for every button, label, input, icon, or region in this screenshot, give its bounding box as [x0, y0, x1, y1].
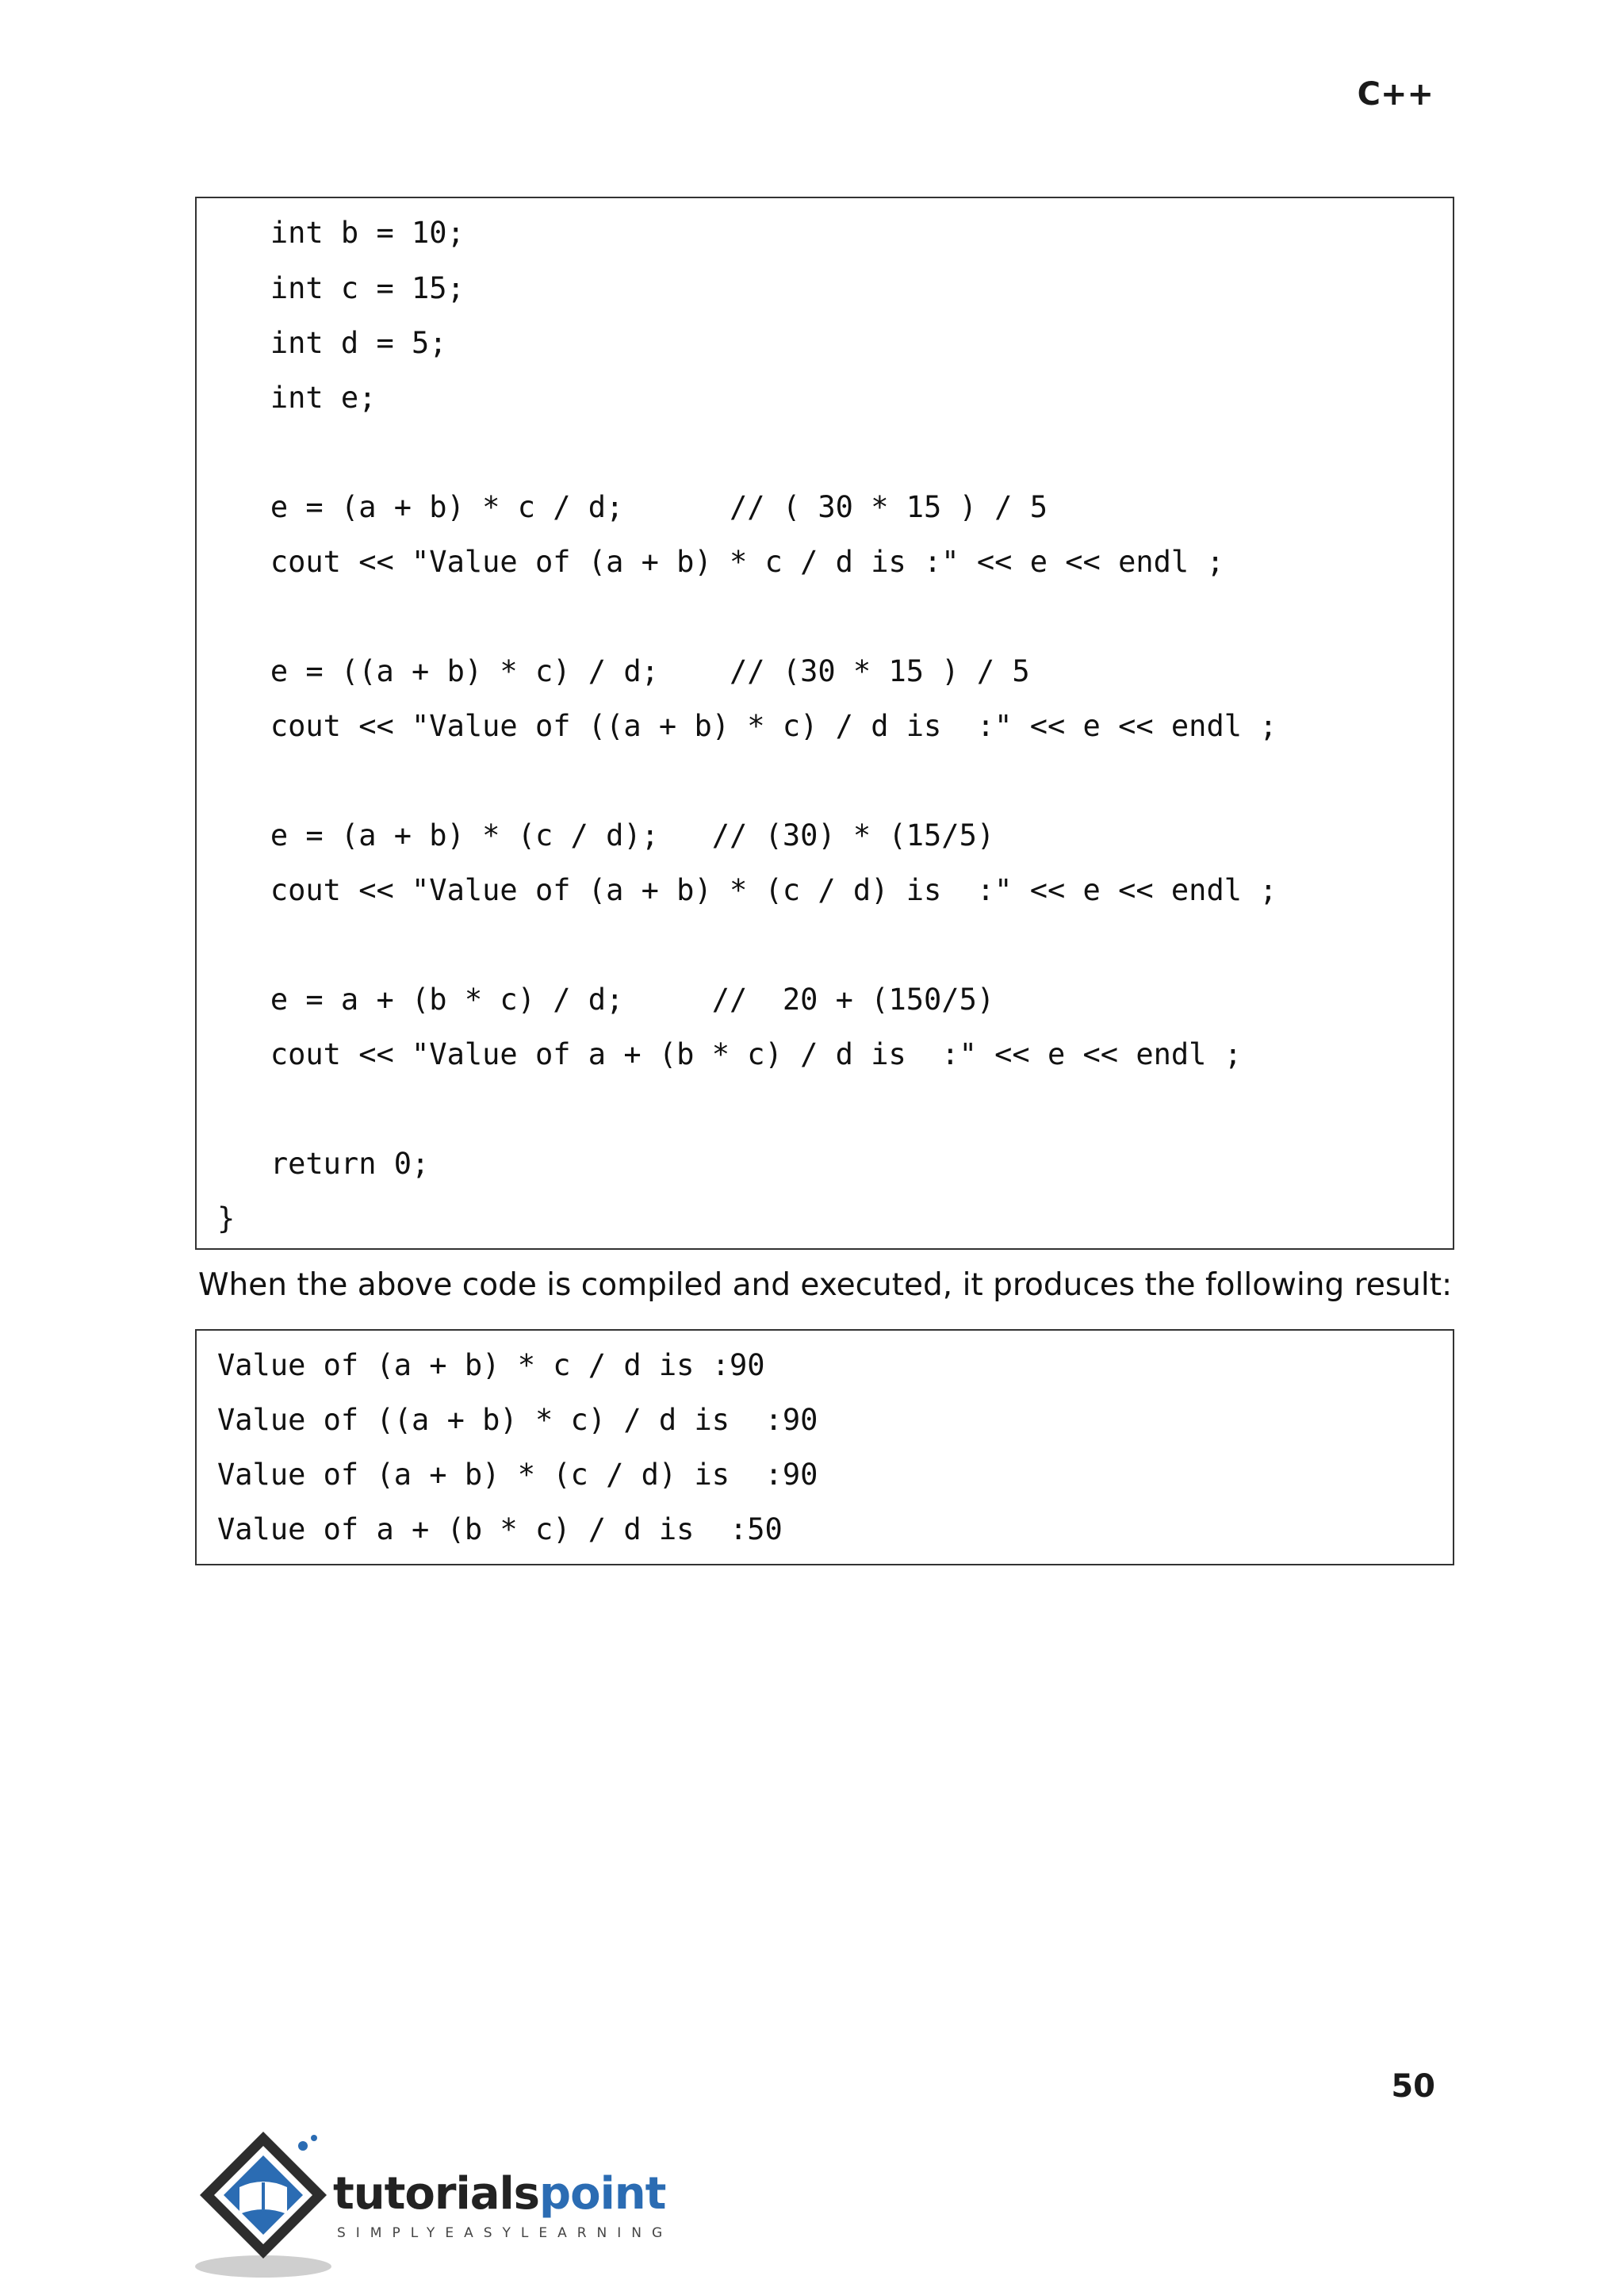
logo-wordmark — [333, 2168, 665, 2220]
output-line: Value of ((a + b) * c) / d is :90 — [217, 1403, 818, 1437]
logo-word-dark: tutorials — [333, 2168, 540, 2220]
code-line: cout << "Value of ((a + b) * c) / d is :" << e << endl ; — [217, 709, 1277, 743]
code-line: cout << "Value of (a + b) * (c / d) is :" << e << endl ; — [217, 873, 1277, 907]
page-number: 50 — [1391, 2068, 1435, 2105]
code-line: int b = 10; — [217, 216, 465, 250]
output-line: Value of (a + b) * c / d is :90 — [217, 1348, 765, 1382]
logo-emblem-icon — [190, 2125, 349, 2284]
code-line: int e; — [217, 381, 377, 415]
logo-tagline: SIMPLYEASYLEARNING — [337, 2225, 673, 2241]
output-line: Value of a + (b * c) / d is :50 — [217, 1512, 783, 1546]
code-line: e = (a + b) * (c / d); // (30) * (15/5) — [217, 818, 995, 852]
page-header-title: C++ — [1357, 76, 1434, 113]
output-line: Value of (a + b) * (c / d) is :90 — [217, 1458, 818, 1492]
logo-word-blue: point — [539, 2168, 666, 2220]
code-line: int d = 5; — [217, 326, 447, 360]
code-line: cout << "Value of a + (b * c) / d is :" << e << endl ; — [217, 1037, 1243, 1071]
code-line: e = a + (b * c) / d; // 20 + (150/5) — [217, 983, 995, 1017]
code-line: e = ((a + b) * c) / d; // (30 * 15 ) / 5 — [217, 654, 1030, 688]
code-line: } — [217, 1201, 236, 1236]
code-line: return 0; — [217, 1147, 430, 1181]
result-intro-text: When the above code is compiled and executed, it produces the following result: — [198, 1267, 1453, 1303]
code-line: e = (a + b) * c / d; // ( 30 * 15 ) / 5 — [217, 490, 1048, 524]
code-line: int c = 15; — [217, 271, 465, 305]
output-block — [195, 1329, 1454, 1565]
code-block — [195, 197, 1454, 1250]
code-line: cout << "Value of (a + b) * c / d is :" << e << endl ; — [217, 545, 1224, 579]
tutorialspoint-logo — [190, 2125, 682, 2284]
